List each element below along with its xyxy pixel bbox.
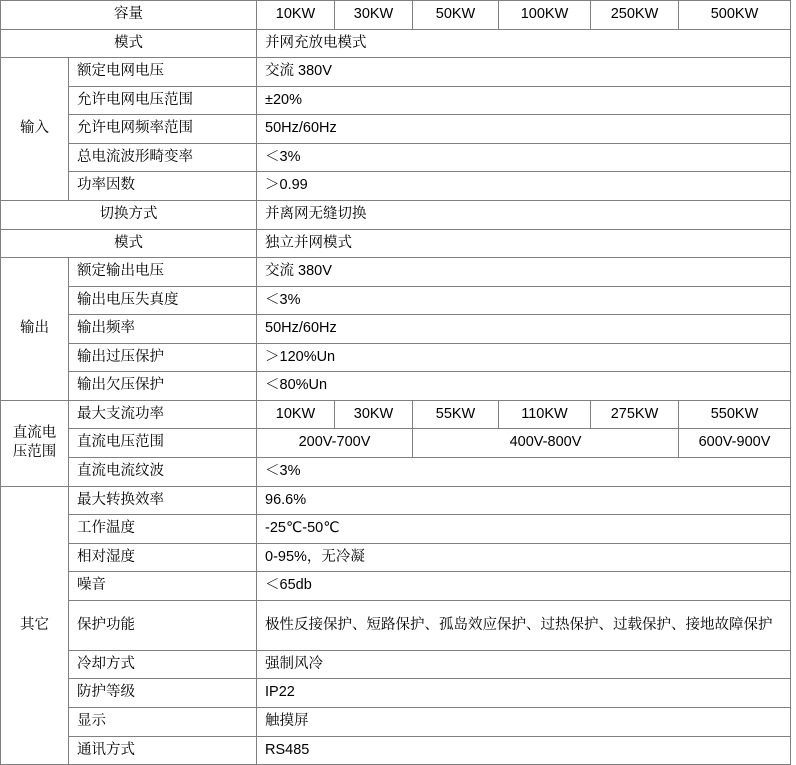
other-label-5: 冷却方式 (69, 650, 257, 679)
table-row-input-1 (1, 86, 791, 115)
input-label-3: 总电流波形畸变率 (69, 143, 257, 172)
output-value-0: 交流 380V (257, 258, 791, 287)
table-row-capacity (1, 1, 791, 30)
dc-range-value-0: 200V-700V (257, 429, 413, 458)
dc-ripple-label: 直流电流纹波 (69, 458, 257, 487)
other-value-4: 极性反接保护、短路保护、孤岛效应保护、过热保护、过载保护、接地故障保护 (257, 600, 791, 650)
table-row-mode-grid (1, 29, 791, 58)
table-row-dc-ripple (1, 458, 791, 487)
table-row-other-8 (1, 736, 791, 765)
capacity-value-5: 500KW (679, 1, 791, 30)
capacity-value-4: 250KW (591, 1, 679, 30)
other-value-5: 强制风冷 (257, 650, 791, 679)
other-value-8: RS485 (257, 736, 791, 765)
table-row-output-4 (1, 372, 791, 401)
output-label-1: 输出电压失真度 (69, 286, 257, 315)
capacity-value-3: 100KW (499, 1, 591, 30)
table-row-other-0 (1, 486, 791, 515)
table-row-input-0 (1, 58, 791, 87)
other-value-0: 96.6% (257, 486, 791, 515)
other-label-6: 防护等级 (69, 679, 257, 708)
table-row-other-3 (1, 572, 791, 601)
table-row-dc-range (1, 429, 791, 458)
input-label-4: 功率因数 (69, 172, 257, 201)
mode2-label: 模式 (1, 229, 257, 258)
dc-power-value-4: 275KW (591, 400, 679, 429)
table-row-other-4 (1, 600, 791, 650)
dc-power-value-0: 10KW (257, 400, 335, 429)
output-value-3: ＞120%Un (257, 343, 791, 372)
other-label-4: 保护功能 (69, 600, 257, 650)
table-row-output-1 (1, 286, 791, 315)
other-label-8: 通讯方式 (69, 736, 257, 765)
category-other: 其它 (1, 486, 69, 765)
mode1-value: 并网充放电模式 (257, 29, 791, 58)
table-row-dc-power (1, 400, 791, 429)
table-row-output-2 (1, 315, 791, 344)
output-value-2: 50Hz/60Hz (257, 315, 791, 344)
category-dc-voltage-range: 直流电压范围 (1, 400, 69, 486)
input-value-0: 交流 380V (257, 58, 791, 87)
other-label-2: 相对湿度 (69, 543, 257, 572)
table-row-other-6 (1, 679, 791, 708)
table-row-other-1 (1, 515, 791, 544)
other-label-1: 工作温度 (69, 515, 257, 544)
dc-power-value-5: 550KW (679, 400, 791, 429)
capacity-label: 容量 (1, 1, 257, 30)
other-label-3: 噪音 (69, 572, 257, 601)
output-label-2: 输出频率 (69, 315, 257, 344)
input-value-4: ＞0.99 (257, 172, 791, 201)
output-value-4: ＜80%Un (257, 372, 791, 401)
input-value-2: 50Hz/60Hz (257, 115, 791, 144)
input-value-1: ±20% (257, 86, 791, 115)
table-row-input-4 (1, 172, 791, 201)
table-row-other-5 (1, 650, 791, 679)
mode2-value: 独立并网模式 (257, 229, 791, 258)
capacity-value-2: 50KW (413, 1, 499, 30)
table-row-output-0 (1, 258, 791, 287)
table-row-mode-standalone (1, 229, 791, 258)
category-input: 输入 (1, 58, 69, 201)
input-label-1: 允许电网电压范围 (69, 86, 257, 115)
other-label-0: 最大转换效率 (69, 486, 257, 515)
other-value-3: ＜65db (257, 572, 791, 601)
category-output: 输出 (1, 258, 69, 401)
dc-range-label: 直流电压范围 (69, 429, 257, 458)
table-row-output-3 (1, 343, 791, 372)
dc-power-value-1: 30KW (335, 400, 413, 429)
dc-ripple-value: ＜3% (257, 458, 791, 487)
table-row-input-2 (1, 115, 791, 144)
capacity-value-1: 30KW (335, 1, 413, 30)
other-value-1: -25℃-50℃ (257, 515, 791, 544)
other-value-7: 触摸屏 (257, 707, 791, 736)
output-label-0: 额定输出电压 (69, 258, 257, 287)
table-row-other-2 (1, 543, 791, 572)
table-row-input-3 (1, 143, 791, 172)
input-value-3: ＜3% (257, 143, 791, 172)
input-label-0: 额定电网电压 (69, 58, 257, 87)
mode1-label: 模式 (1, 29, 257, 58)
switch-value: 并离网无缝切换 (257, 200, 791, 229)
capacity-value-0: 10KW (257, 1, 335, 30)
output-value-1: ＜3% (257, 286, 791, 315)
switch-label: 切换方式 (1, 200, 257, 229)
table-row-other-7 (1, 707, 791, 736)
dc-power-value-3: 110KW (499, 400, 591, 429)
dc-range-value-1: 400V-800V (413, 429, 679, 458)
other-value-6: IP22 (257, 679, 791, 708)
input-label-2: 允许电网频率范围 (69, 115, 257, 144)
dc-power-label: 最大支流功率 (69, 400, 257, 429)
dc-power-value-2: 55KW (413, 400, 499, 429)
table-row-switch (1, 200, 791, 229)
other-label-7: 显示 (69, 707, 257, 736)
output-label-3: 输出过压保护 (69, 343, 257, 372)
other-value-2: 0-95%，无冷凝 (257, 543, 791, 572)
output-label-4: 输出欠压保护 (69, 372, 257, 401)
dc-range-value-2: 600V-900V (679, 429, 791, 458)
